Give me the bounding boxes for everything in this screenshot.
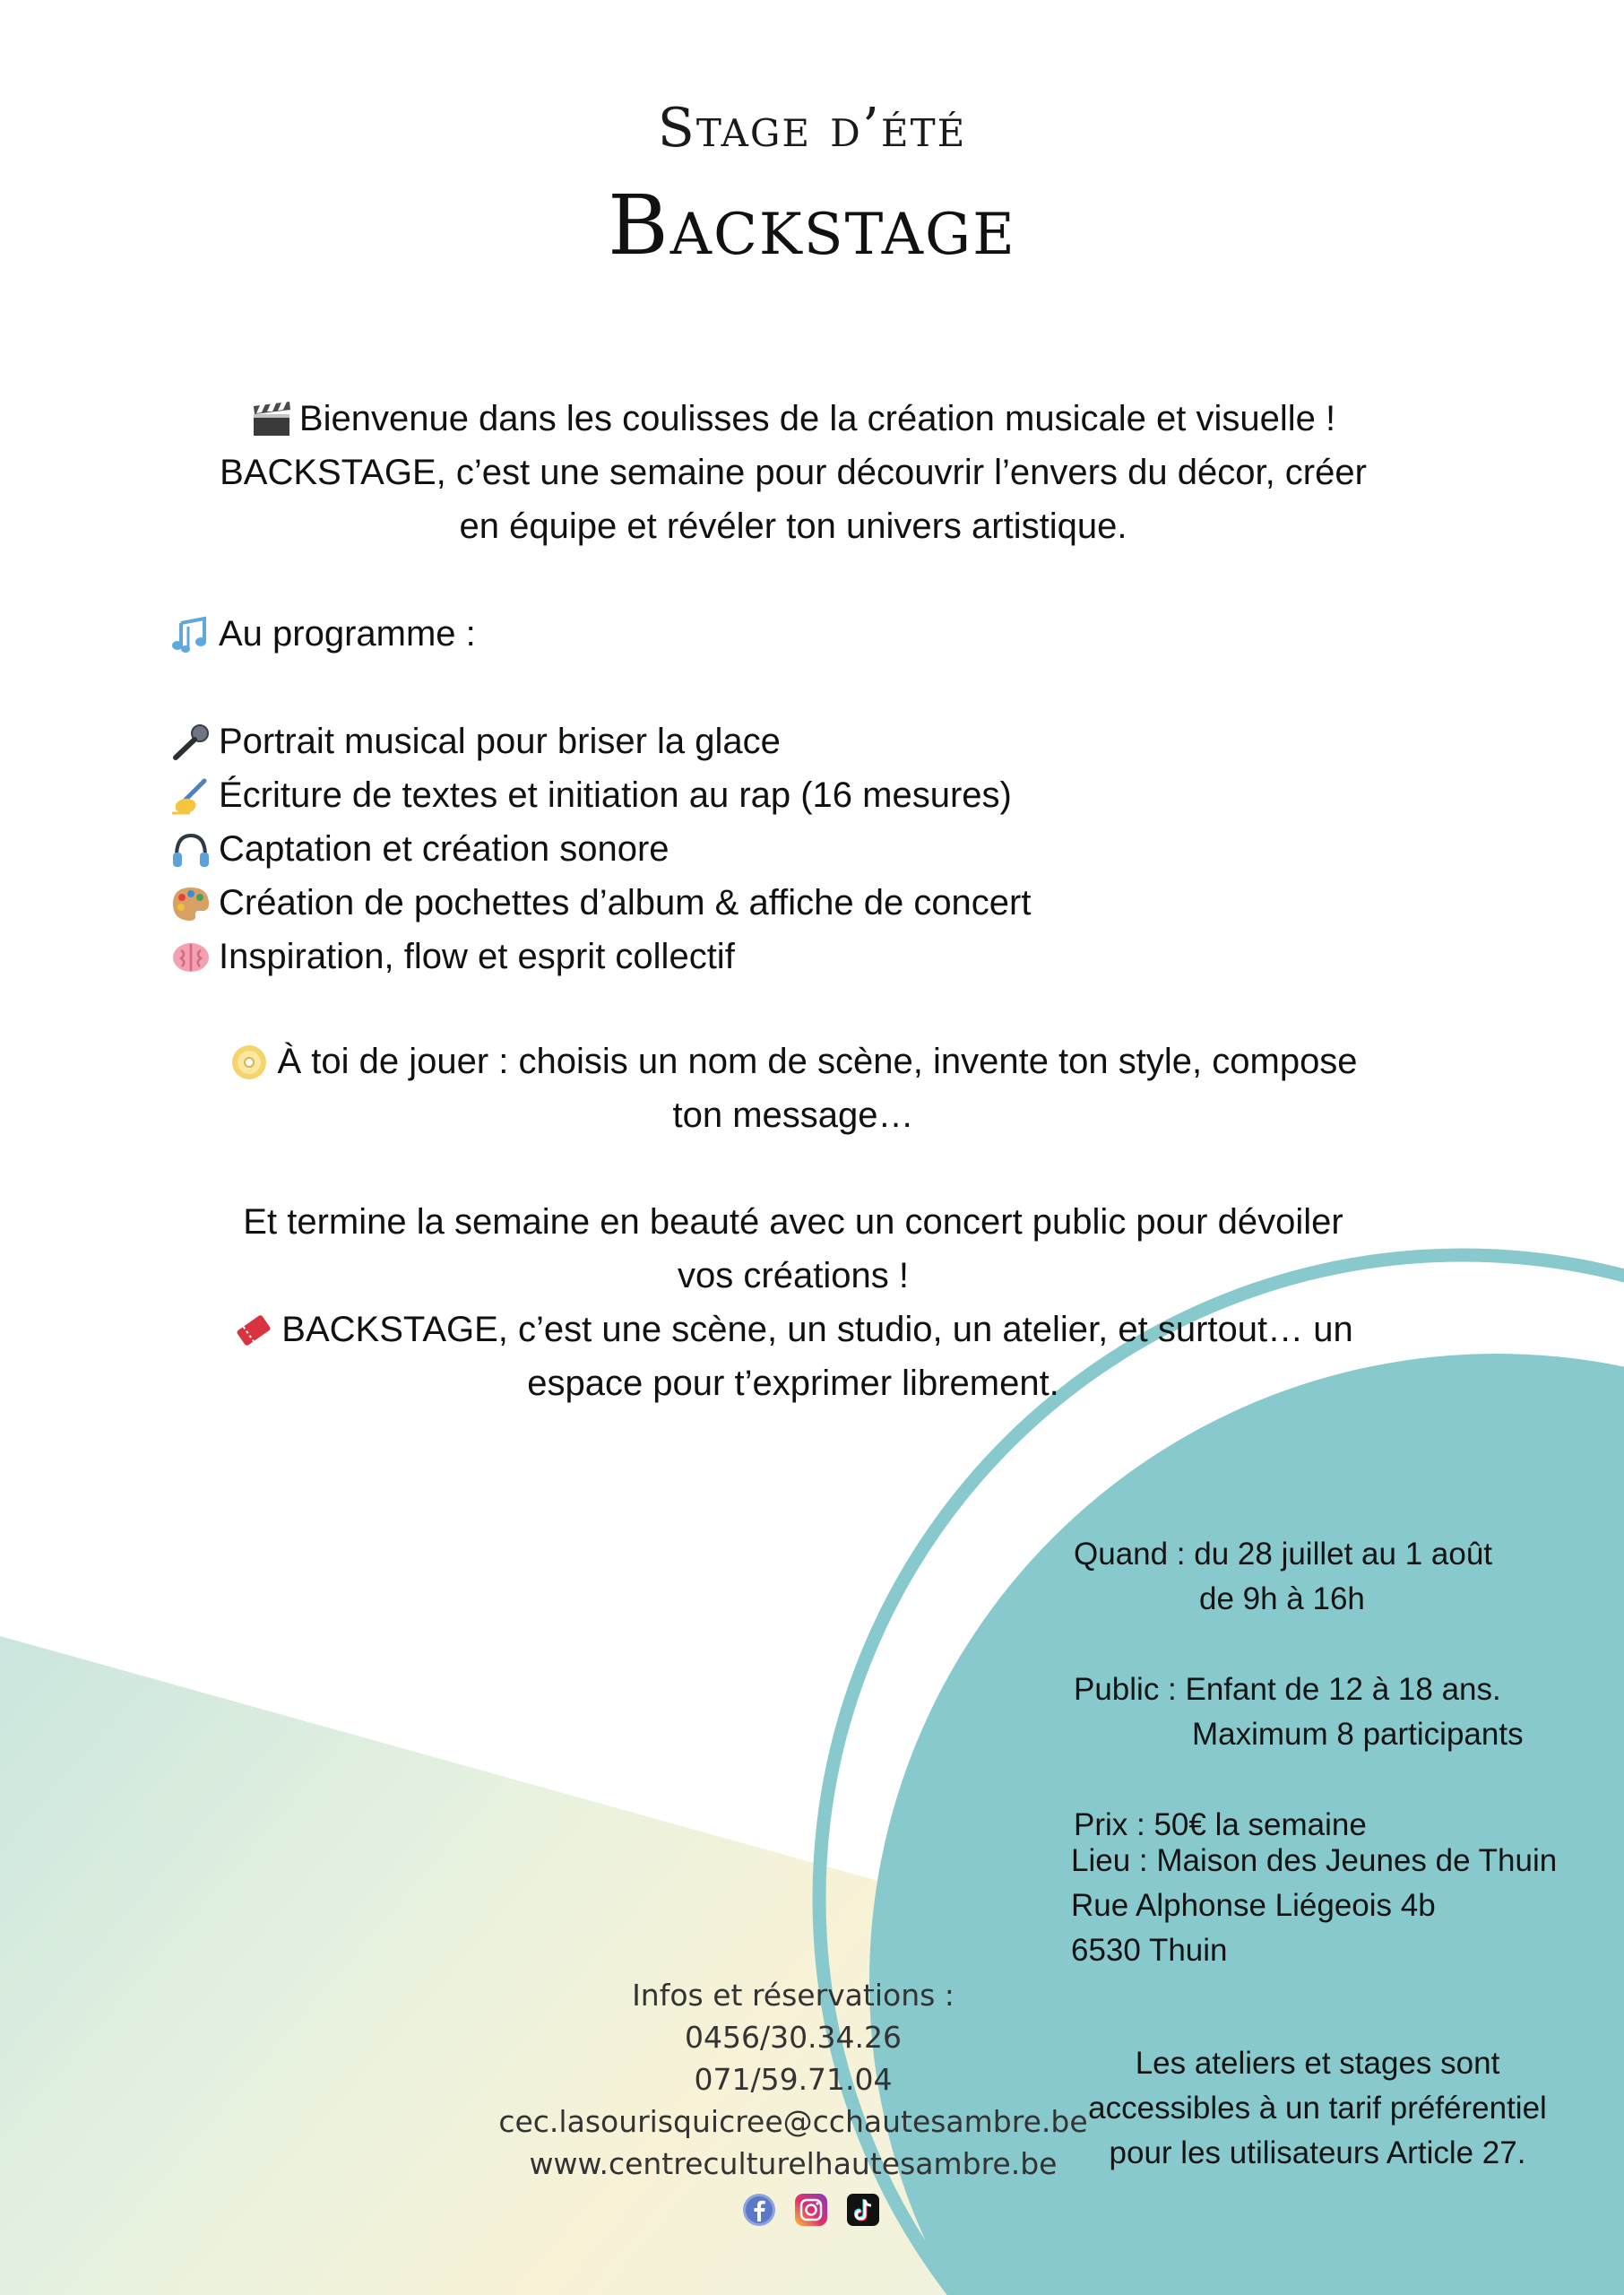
call-line-2: ton message…	[672, 1096, 914, 1135]
closing-line-3: BACKSTAGE, c’est une scène, un studio, un atelier, et surtout… un	[134, 1303, 1452, 1356]
intro-line-1: Bienvenue dans les coulisses de la création musicale et visuelle !	[134, 392, 1452, 446]
closing-line-4: espace pour t’exprimer librement.	[527, 1364, 1059, 1403]
microphone-icon	[170, 723, 212, 759]
disc-icon	[229, 1044, 270, 1079]
contact-email[interactable]: cec.lasourisquicree@cchautesambre.be	[498, 2104, 1088, 2139]
music-notes-icon	[170, 616, 212, 652]
detail-place-venue: Lieu : Maison des Jeunes de Thuin	[1071, 1843, 1558, 1878]
contact-phone-1[interactable]: 0456/30.34.26	[684, 2020, 903, 2055]
detail-place-city: 6530 Thuin	[1071, 1933, 1228, 1968]
tiktok-icon[interactable]	[846, 2193, 880, 2227]
closing-line-2: vos créations !	[678, 1256, 909, 1295]
detail-public-max: Maximum 8 participants	[1192, 1717, 1524, 1752]
detail-public	[1074, 1667, 1524, 1757]
note-line-3: pour les utilisateurs Article 27.	[1109, 2135, 1526, 2170]
programme-item: Inspiration, flow et esprit collectif	[170, 930, 1425, 983]
header-kicker: Stage d’été	[657, 97, 967, 160]
call-paragraph	[134, 1035, 1452, 1142]
contact-website[interactable]: www.centreculturelhautesambre.be	[529, 2146, 1058, 2181]
headphones-icon	[170, 831, 212, 867]
intro-paragraph	[134, 392, 1452, 553]
call-line-1: À toi de jouer : choisis un nom de scène, invente ton style, compose	[134, 1035, 1452, 1088]
detail-place	[1071, 1839, 1557, 1973]
contact-block	[484, 1974, 1102, 2185]
detail-place-street: Rue Alphonse Liégeois 4b	[1071, 1888, 1436, 1923]
programme-item: Écriture de textes et initiation au rap (16 mesures)	[170, 768, 1425, 822]
intro-line-2: BACKSTAGE, c’est une semaine pour découvrir l’envers du décor, créer	[220, 453, 1367, 492]
contact-label: Infos et réservations :	[632, 1978, 955, 2013]
detail-when-hours: de 9h à 16h	[1199, 1581, 1365, 1616]
writing-hand-icon	[170, 777, 212, 813]
brain-icon	[170, 939, 212, 974]
closing-paragraph	[134, 1195, 1452, 1410]
detail-when	[1074, 1532, 1492, 1622]
detail-when-dates: Quand : du 28 juillet au 1 août	[1074, 1537, 1493, 1572]
palette-icon	[170, 885, 212, 921]
detail-price: Prix : 50€ la semaine	[1074, 1807, 1367, 1842]
clapperboard-icon	[251, 401, 292, 437]
programme-item: Création de pochettes d’album & affiche de concert	[170, 876, 1425, 930]
facebook-icon[interactable]	[742, 2193, 776, 2227]
intro-line-3: en équipe et révéler ton univers artistique.	[459, 507, 1127, 546]
instagram-icon[interactable]	[794, 2193, 828, 2227]
contact-phone-2[interactable]: 071/59.71.04	[694, 2062, 893, 2097]
note-line-2: accessibles à un tarif préférentiel	[1088, 2091, 1547, 2126]
page-title: Backstage	[608, 178, 1016, 273]
ticket-icon	[233, 1312, 274, 1347]
social-links	[742, 2193, 885, 2229]
article27-note	[1067, 2041, 1568, 2176]
note-line-1: Les ateliers et stages sont	[1135, 2046, 1500, 2081]
detail-public-ages: Public : Enfant de 12 à 18 ans.	[1074, 1672, 1501, 1707]
programme-heading: Au programme :	[170, 607, 1425, 661]
closing-line-1: Et termine la semaine en beauté avec un concert public pour dévoiler	[243, 1202, 1343, 1242]
programme-item: Captation et création sonore	[170, 822, 1425, 876]
programme-item: Portrait musical pour briser la glace	[170, 714, 1425, 768]
